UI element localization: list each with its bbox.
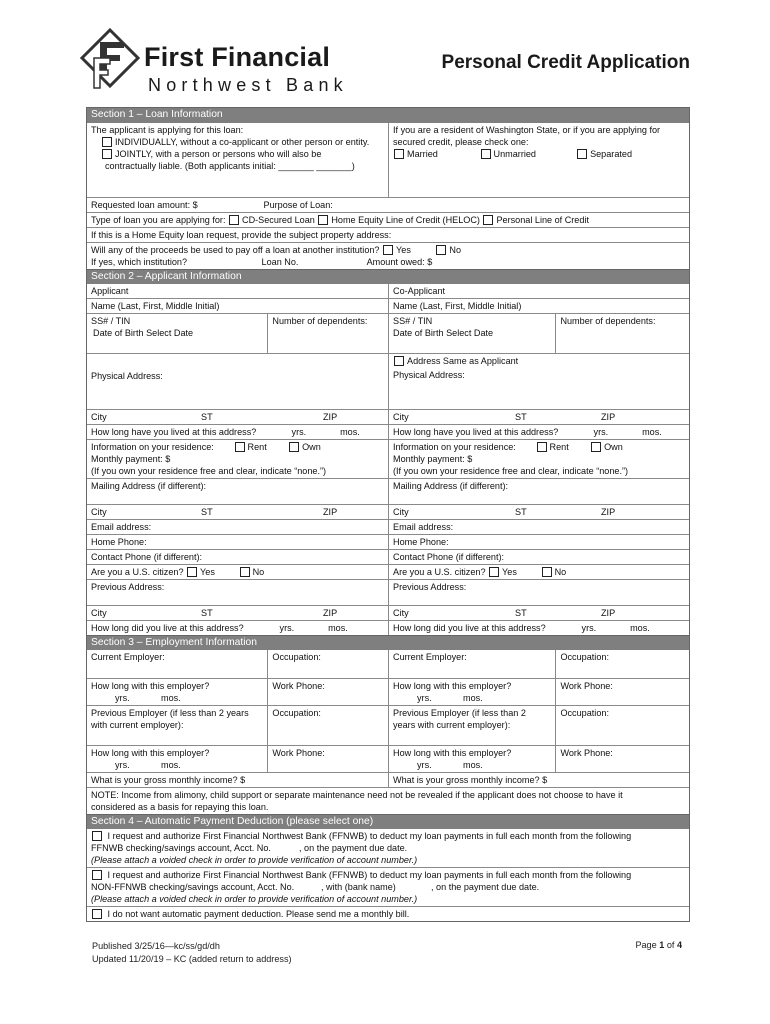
citizen-row <box>87 564 689 579</box>
same-address-label: Address Same as Applicant <box>407 356 519 366</box>
applicant-citizen-no-checkbox[interactable] <box>240 567 250 577</box>
income-note-row <box>87 787 689 814</box>
section2-header: Section 2 – Applicant Information <box>87 269 689 284</box>
non-ffnwb-deduction-row <box>87 867 689 906</box>
page-prefix: Page <box>635 940 657 950</box>
co-applicant-physical-address-field[interactable]: Physical Address: <box>393 370 465 380</box>
credit-application-form <box>86 107 690 922</box>
city-row-2 <box>87 504 689 519</box>
applicant-dob-label: Date of Birth <box>93 328 144 338</box>
heloc-checkbox[interactable] <box>318 215 328 225</box>
applicant-prev-employer-duration-label: How long with this employer? <box>91 748 210 758</box>
applicant-citizen-yes-label: Yes <box>200 567 215 577</box>
applicant-rent-checkbox[interactable] <box>235 442 245 452</box>
co-applicant-mailing-field[interactable]: Mailing Address (if different): <box>388 479 689 504</box>
co-applicant-name-field[interactable]: Name (Last, First, Middle Initial) <box>388 299 689 313</box>
co-applicant-yrs-field[interactable]: yrs. <box>593 427 609 437</box>
applicant-email-field[interactable]: Email address: <box>91 522 152 532</box>
loan-type-label: Type of loan you are applying for: <box>91 215 226 225</box>
married-checkbox[interactable] <box>394 149 404 159</box>
co-applicant-prev-employer-yrs-field[interactable]: yrs. <box>417 760 432 770</box>
applicant-mailing-zip-field[interactable]: ZIP <box>323 507 338 517</box>
co-applicant-prev-employer-mos-field[interactable]: mos. <box>463 760 483 770</box>
page-of: of <box>666 940 675 950</box>
email-row <box>87 519 689 534</box>
section3-header: Section 3 – Employment Information <box>87 635 689 650</box>
wa-resident-label-cont: secured credit, please check one: <box>393 137 529 147</box>
applicant-employer-duration-label: How long with this employer? <box>91 681 210 691</box>
applicant-work-phone-field[interactable]: Work Phone: <box>267 679 388 705</box>
co-applicant-previous-mos-field[interactable]: mos. <box>630 623 650 633</box>
co-applicant-previous-address-field[interactable]: Previous Address: <box>388 580 689 605</box>
co-applicant-previous-city-field[interactable]: City <box>393 608 409 618</box>
co-applicant-citizen-no-label: No <box>554 567 567 577</box>
applicant-own-checkbox[interactable] <box>289 442 299 452</box>
published-date: Published 3/25/16—kc/ss/gd/dh <box>92 941 220 951</box>
applicant-previous-employer-label-cont: with current employer): <box>91 720 184 730</box>
non-ffnwb-voided-check-note: (Please attach a voided check in order to provide verification of account number.) <box>91 894 418 904</box>
ffnwb-due-date-text: , on the payment due date. <box>299 843 408 853</box>
income-note-cont: considered as a basis for repaying this loan. <box>91 802 269 812</box>
co-applicant-mailing-st-field[interactable]: ST <box>515 507 527 517</box>
co-applicant-occupation-field[interactable]: Occupation: <box>555 650 689 678</box>
personal-line-label: Personal Line of Credit <box>496 215 589 225</box>
applicant-citizen-label: Are you a U.S. citizen? <box>91 567 184 577</box>
individually-label: INDIVIDUALLY, without a co-applicant or other person or entity. <box>115 137 370 147</box>
co-applicant-previous-st-field[interactable]: ST <box>515 608 527 618</box>
co-applicant-citizen-no-checkbox[interactable] <box>542 567 552 577</box>
wa-resident-label: If you are a resident of Washington State, or if you are applying for <box>393 125 661 135</box>
co-applicant-rent-label: Rent <box>549 442 569 452</box>
separated-label: Separated <box>590 149 633 159</box>
co-applicant-rent-checkbox[interactable] <box>537 442 547 452</box>
footer-revision <box>92 940 292 966</box>
gross-income-row <box>87 772 689 787</box>
applicant-yrs-field[interactable]: yrs. <box>291 427 307 437</box>
payoff-no-checkbox[interactable] <box>436 245 446 255</box>
individually-checkbox[interactable] <box>102 137 112 147</box>
co-applicant-gross-income-field[interactable]: What is your gross monthly income? $ <box>388 773 689 787</box>
applicant-employer-yrs-field[interactable]: yrs. <box>115 693 130 703</box>
applicant-home-phone-field[interactable]: Home Phone: <box>91 537 147 547</box>
applicant-ssn-field[interactable]: SS# / TIN <box>91 316 131 326</box>
bank-logo-icon <box>80 28 140 96</box>
applicant-mos-field[interactable]: mos. <box>340 427 360 437</box>
co-applicant-city-field[interactable]: City <box>393 412 409 422</box>
which-institution-field[interactable]: If yes, which institution? <box>91 257 188 267</box>
applying-for-cell <box>87 123 388 197</box>
co-applicant-previous-occupation-field[interactable]: Occupation: <box>555 706 689 745</box>
applicant-free-clear-note: (If you own your residence free and clear, indicate “none.”) <box>91 466 327 476</box>
applicant-dependents-field[interactable]: Number of dependents: <box>267 314 388 353</box>
co-applicant-mailing-city-field[interactable]: City <box>393 507 409 517</box>
co-applicant-own-label: Own <box>604 442 623 452</box>
married-label: Married <box>407 149 438 159</box>
ffnwb-account-field[interactable]: FFNWB checking/savings account, Acct. No. <box>91 843 271 853</box>
ssn-row <box>87 313 689 353</box>
personal-line-checkbox[interactable] <box>483 215 493 225</box>
jointly-label: JOINTLY, with a person or persons who will also be <box>115 149 322 159</box>
applicant-occupation-field[interactable]: Occupation: <box>267 650 388 678</box>
co-applicant-monthly-payment-field[interactable]: Monthly payment: $ <box>393 454 473 464</box>
co-applicant-citizen-yes-label: Yes <box>502 567 517 577</box>
ffnwb-deduction-row <box>87 829 689 867</box>
non-ffnwb-account-field[interactable]: NON-FFNWB checking/savings account, Acct. No. <box>91 882 295 892</box>
name-row <box>87 298 689 313</box>
page-header <box>80 28 690 100</box>
home-equity-field[interactable]: If this is a Home Equity loan request, provide the subject property address: <box>91 230 392 240</box>
applicant-rent-label: Rent <box>247 442 267 452</box>
city-row-1 <box>87 409 689 424</box>
no-deduction-checkbox[interactable] <box>92 909 102 919</box>
same-address-checkbox[interactable] <box>394 356 404 366</box>
co-applicant-prev-work-phone-field[interactable]: Work Phone: <box>555 746 689 772</box>
previous-employer-duration-row <box>87 745 689 772</box>
marital-status-cell <box>388 123 689 197</box>
physical-address-row <box>87 353 689 397</box>
co-applicant-current-employer-field[interactable]: Current Employer: <box>388 650 555 678</box>
applicant-dob-select[interactable]: Select Date <box>146 328 194 338</box>
amount-owed-field[interactable]: Amount owed: $ <box>366 257 433 267</box>
applicant-own-label: Own <box>302 442 321 452</box>
non-ffnwb-deduction-label: I request and authorize First Financial Northwest Bank (FFNWB) to deduct my loan payments in full each month from the following <box>107 870 632 880</box>
applicant-prev-work-phone-field[interactable]: Work Phone: <box>267 746 388 772</box>
section1-header: Section 1 – Loan Information <box>87 108 689 123</box>
co-applicant-prev-employer-duration-label: How long with this employer? <box>393 748 512 758</box>
payoff-row <box>87 242 689 269</box>
applicant-name-field[interactable]: Name (Last, First, Middle Initial) <box>91 301 220 311</box>
co-applicant-ssn-field[interactable]: SS# / TIN <box>393 316 433 326</box>
applicant-previous-yrs-field[interactable]: yrs. <box>279 623 295 633</box>
payoff-label: Will any of the proceeds be used to pay off a loan at another institution? <box>91 245 380 255</box>
updated-date: Updated 11/20/19 – KC (added return to address) <box>92 954 292 964</box>
heloc-label: Home Equity Line of Credit (HELOC) <box>331 215 480 225</box>
co-applicant-employer-duration-label: How long with this employer? <box>393 681 512 691</box>
non-ffnwb-due-date-text: , on the payment due date. <box>431 882 540 892</box>
page-number <box>635 940 682 950</box>
applicant-previous-zip-field[interactable]: ZIP <box>323 608 338 618</box>
bank-subname: Northwest Bank <box>148 75 348 95</box>
co-applicant-st-field[interactable]: ST <box>515 412 527 422</box>
applicant-physical-address-field[interactable]: Physical Address: <box>91 371 163 381</box>
applicant-mailing-city-field[interactable]: City <box>91 507 107 517</box>
jointly-checkbox[interactable] <box>102 149 112 159</box>
ffnwb-deduction-label: I request and authorize First Financial Northwest Bank (FFNWB) to deduct my loan payments in full each month from the following <box>107 831 632 841</box>
applicant-how-long-label: How long have you lived at this address? <box>91 427 257 437</box>
applicant-contact-phone-field[interactable]: Contact Phone (if different): <box>91 552 203 562</box>
page-current: 1 <box>659 940 665 950</box>
applicant-zip-field[interactable]: ZIP <box>323 412 338 422</box>
applicant-prev-employer-yrs-field[interactable]: yrs. <box>115 760 130 770</box>
mailing-row <box>87 478 689 504</box>
payoff-no-label: No <box>449 245 462 255</box>
applicant-previous-employer-label[interactable]: Previous Employer (if less than 2 years <box>91 708 249 718</box>
co-applicant-dob-select[interactable]: Select Date <box>446 328 494 338</box>
applicant-monthly-payment-field[interactable]: Monthly payment: $ <box>91 454 171 464</box>
requested-amount-row <box>87 197 689 212</box>
requested-amount-field[interactable]: Requested loan amount: $ <box>91 200 198 210</box>
co-applicant-email-field[interactable]: Email address: <box>388 520 689 534</box>
no-deduction-row <box>87 906 689 921</box>
applicant-previous-st-field[interactable]: ST <box>201 608 213 618</box>
how-long-row <box>87 424 689 439</box>
ffnwb-deduction-checkbox[interactable] <box>92 831 102 841</box>
loan-applying-row <box>87 123 689 197</box>
applicant-employer-mos-field[interactable]: mos. <box>161 693 181 703</box>
applicant-current-employer-field[interactable]: Current Employer: <box>91 652 165 662</box>
co-applicant-previous-yrs-field[interactable]: yrs. <box>581 623 597 633</box>
section4-header: Section 4 – Automatic Payment Deduction (please select one) <box>87 814 689 829</box>
home-phone-row <box>87 534 689 549</box>
loan-no-field[interactable]: Loan No. <box>261 257 299 267</box>
applying-label: The applicant is applying for this loan: <box>91 125 244 135</box>
co-applicant-previous-employer-label[interactable]: Previous Employer (if less than 2 <box>393 708 526 718</box>
how-long-did-row <box>87 620 689 635</box>
loan-type-row <box>87 212 689 227</box>
jointly-label-cont: contractually liable. (Both applicants initial: _______ _______) <box>105 161 355 171</box>
page-total: 4 <box>676 940 682 950</box>
income-note: NOTE: Income from alimony, child support or separate maintenance need not be revealed if the applicant does not choose to have it <box>91 790 623 800</box>
applicant-gross-income-field[interactable]: What is your gross monthly income? $ <box>91 775 246 785</box>
co-applicant-own-checkbox[interactable] <box>591 442 601 452</box>
applicant-st-field[interactable]: ST <box>201 412 213 422</box>
home-equity-row <box>87 227 689 242</box>
payoff-yes-label: Yes <box>396 245 411 255</box>
bank-name: First Financial <box>144 42 331 72</box>
applicant-previous-mos-field[interactable]: mos. <box>328 623 348 633</box>
current-employer-row <box>87 650 689 678</box>
co-applicant-dependents-field[interactable]: Number of dependents: <box>555 314 689 353</box>
co-applicant-label: Co-Applicant <box>388 284 689 298</box>
co-applicant-contact-phone-field[interactable]: Contact Phone (if different): <box>388 550 689 564</box>
co-applicant-free-clear-note: (If you own your residence free and clear, indicate “none.”) <box>393 466 629 476</box>
applicant-citizen-yes-checkbox[interactable] <box>187 567 197 577</box>
unmarried-checkbox[interactable] <box>481 149 491 159</box>
applicant-mailing-st-field[interactable]: ST <box>201 507 213 517</box>
residence-row <box>87 439 689 478</box>
applicant-city-field[interactable]: City <box>91 412 107 422</box>
no-deduction-label: I do not want automatic payment deduction. Please send me a monthly bill. <box>107 909 410 919</box>
co-applicant-zip-field[interactable]: ZIP <box>601 412 616 422</box>
co-applicant-mailing-zip-field[interactable]: ZIP <box>601 507 616 517</box>
previous-address-row <box>87 579 689 605</box>
co-applicant-citizen-label: Are you a U.S. citizen? <box>393 567 486 577</box>
applicant-labels-row <box>87 284 689 298</box>
co-applicant-employer-yrs-field[interactable]: yrs. <box>417 693 432 703</box>
physical-address-spacer <box>87 397 689 409</box>
co-applicant-home-phone-field[interactable]: Home Phone: <box>388 535 689 549</box>
co-applicant-previous-zip-field[interactable]: ZIP <box>601 608 616 618</box>
co-applicant-citizen-yes-checkbox[interactable] <box>489 567 499 577</box>
co-applicant-mos-field[interactable]: mos. <box>642 427 662 437</box>
applicant-previous-occupation-field[interactable]: Occupation: <box>267 706 388 745</box>
applicant-citizen-no-label: No <box>252 567 265 577</box>
co-applicant-previous-employer-label-cont: years with current employer): <box>393 720 511 730</box>
cd-secured-label: CD-Secured Loan <box>242 215 315 225</box>
employer-duration-row <box>87 678 689 705</box>
ffnwb-voided-check-note: (Please attach a voided check in order to provide verification of account number.) <box>91 855 418 865</box>
applicant-previous-city-field[interactable]: City <box>91 608 107 618</box>
applicant-label: Applicant <box>91 286 129 296</box>
applicant-previous-address-field[interactable]: Previous Address: <box>91 582 165 592</box>
applicant-prev-employer-mos-field[interactable]: mos. <box>161 760 181 770</box>
applicant-mailing-field[interactable]: Mailing Address (if different): <box>91 481 207 491</box>
purpose-field[interactable]: Purpose of Loan: <box>263 200 333 210</box>
co-applicant-dob-label: Date of Birth <box>393 328 444 338</box>
co-applicant-how-long-did-label: How long did you live at this address? <box>393 623 546 633</box>
applicant-how-long-did-label: How long did you live at this address? <box>91 623 244 633</box>
co-applicant-residence-label: Information on your residence: <box>393 442 516 452</box>
previous-employer-row <box>87 705 689 745</box>
co-applicant-employer-mos-field[interactable]: mos. <box>463 693 483 703</box>
cd-secured-checkbox[interactable] <box>229 215 239 225</box>
applicant-residence-label: Information on your residence: <box>91 442 214 452</box>
city-row-3 <box>87 605 689 620</box>
payoff-yes-checkbox[interactable] <box>383 245 393 255</box>
contact-phone-row <box>87 549 689 564</box>
co-applicant-how-long-label: How long have you lived at this address? <box>393 427 559 437</box>
unmarried-label: Unmarried <box>493 149 536 159</box>
co-applicant-work-phone-field[interactable]: Work Phone: <box>555 679 689 705</box>
non-ffnwb-bank-name-field[interactable]: , with (bank name) <box>321 882 396 892</box>
separated-checkbox[interactable] <box>577 149 587 159</box>
page-title: Personal Credit Application <box>441 52 690 73</box>
non-ffnwb-deduction-checkbox[interactable] <box>92 870 102 880</box>
